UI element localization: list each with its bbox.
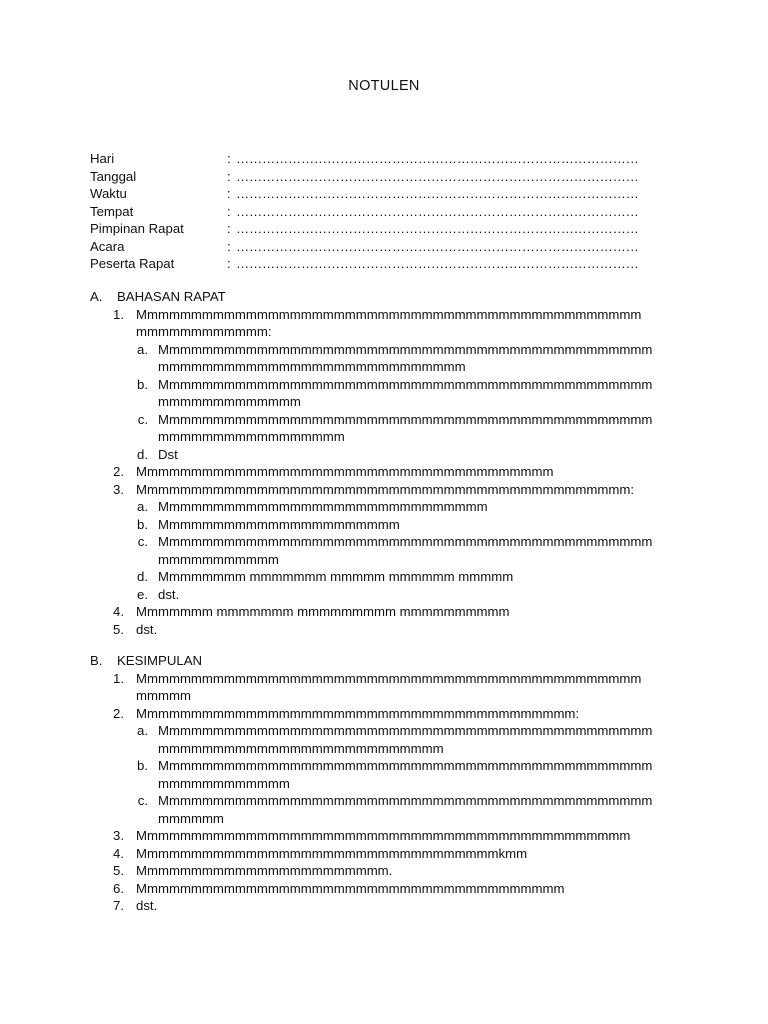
- section-heading-text: KESIMPULAN: [117, 653, 203, 668]
- list-subitem: [90, 516, 690, 534]
- list-item-text: Mmmmmmmmmmmmmmmmmmmmmmmmmmmmmmmmmmmmmmmmmmmmm mmmmmmmmmmm: [158, 534, 653, 567]
- field-label: Tanggal: [90, 168, 137, 184]
- list-subitem: [90, 498, 690, 516]
- document-title: NOTULEN: [348, 78, 420, 94]
- field-colon: :: [227, 151, 231, 166]
- list-marker: e.: [137, 586, 148, 602]
- field-tempat: [90, 203, 690, 221]
- list-item: [90, 897, 690, 915]
- list-item: [90, 603, 690, 621]
- field-label: Waktu: [90, 186, 127, 201]
- field-dotted-line: …………………………………………………………………………………: [236, 151, 639, 166]
- field-colon: :: [227, 186, 231, 201]
- list-marker: 7.: [113, 898, 124, 913]
- list-item: [90, 481, 690, 499]
- field-label: Tempat: [90, 203, 134, 219]
- field-colon: :: [227, 256, 231, 271]
- list-marker: a.: [137, 499, 148, 514]
- list-marker: 4.: [113, 845, 124, 861]
- list-subitem: [90, 533, 690, 568]
- list-marker: 5.: [113, 863, 124, 878]
- list-item-text: Mmmmmmmmmmmmmmmmmmmmmm: [158, 516, 400, 532]
- list-marker: c.: [137, 411, 148, 427]
- list-item-text: Mmmmmmmmmmmmmmmmmmmmmmmmmmmmmmmmmmmmmmmmmmmmm: [136, 828, 631, 843]
- field-colon: :: [227, 168, 231, 184]
- list-item: [90, 862, 690, 880]
- list-item: [90, 621, 690, 639]
- field-peserta-rapat: [90, 255, 690, 273]
- list-item-text: Mmmmmmmmmmmmmmmmmmmmmmmmmmmmmm: [158, 499, 488, 514]
- list-marker: 2.: [113, 464, 124, 479]
- list-item-text: Mmmmmmmmmmmmmmmmmmmmmmmmmmmmmmmmmmmmmmmmmmmmm mmmmmmmmmmmm: [158, 758, 653, 791]
- list-subitem: [90, 757, 690, 792]
- list-item-text: Mmmmmmmmmmmmmmmmmmmmmmmmmmmmmmmmmmmmmmmmmmmmm mmmmmmmmmmmmmmmmmmmmmmmmmmmm: [158, 341, 653, 374]
- list-item-text: Mmmmmmmmmmmmmmmmmmmmmmmmmmmmmmmmmmmmmmmm:: [136, 705, 580, 721]
- list-item-text: Mmmmmmm mmmmmmm mmmmmmmmm mmmmmmmmmm: [136, 604, 510, 619]
- list-marker: b.: [137, 376, 148, 392]
- field-dotted-line: …………………………………………………………………………………: [236, 238, 639, 254]
- field-pimpinan-rapat: [90, 220, 690, 238]
- list-item-text: Mmmmmmmmmmmmmmmmmmmmmmmmmmmmmmmmmkmm: [136, 845, 528, 861]
- meeting-info-fields: [90, 150, 690, 273]
- field-dotted-line: …………………………………………………………………………………: [236, 186, 639, 201]
- list-item-text: Mmmmmmmmmmmmmmmmmmmmmmmmmmmmmmmmmmmmmmmmmmmmm mmmmmm: [158, 793, 653, 826]
- list-marker: d.: [137, 569, 148, 584]
- field-dotted-line: …………………………………………………………………………………: [236, 256, 639, 271]
- list-marker: a.: [137, 341, 148, 357]
- list-item: [90, 880, 690, 898]
- field-acara: [90, 238, 690, 256]
- list-item-text: Dst: [158, 446, 178, 462]
- section-letter: A.: [90, 289, 103, 304]
- list-marker: b.: [137, 758, 148, 773]
- list-subitem: [90, 446, 690, 464]
- field-dotted-line: …………………………………………………………………………………: [236, 203, 639, 219]
- list-item: [90, 845, 690, 863]
- section-letter: B.: [90, 653, 103, 668]
- list-subitem: [90, 376, 690, 411]
- list-marker: d.: [137, 446, 148, 462]
- list-item-text: Mmmmmmmmmmmmmmmmmmmmmmmmmmmmmmmmmmmmmmm: [136, 880, 565, 896]
- list-marker: c.: [137, 534, 148, 549]
- section-heading: [90, 652, 690, 670]
- list-item-text: dst.: [158, 586, 180, 602]
- list-item: [90, 463, 690, 481]
- list-item-text: Mmmmmmmmmmmmmmmmmmmmmmm.: [136, 863, 393, 878]
- list-marker: 3.: [113, 481, 124, 497]
- list-subitem: [90, 722, 690, 757]
- section-heading-text: BAHASAN RAPAT: [117, 289, 226, 304]
- list-marker: c.: [137, 793, 148, 808]
- list-subitem: [90, 411, 690, 446]
- section-bahasan-rapat: [90, 288, 690, 638]
- field-label: Peserta Rapat: [90, 256, 175, 271]
- field-dotted-line: …………………………………………………………………………………: [236, 168, 639, 184]
- field-label: Hari: [90, 151, 115, 166]
- list-item: [90, 306, 690, 341]
- list-item-text: Mmmmmmmmmmmmmmmmmmmmmmmmmmmmmmmmmmmmmmmmmmmmmm mmmmmmmmmmmm:: [136, 306, 642, 339]
- list-item-text: Mmmmmmmmmmmmmmmmmmmmmmmmmmmmmmmmmmmmmmmmmmmmmm mmmmm: [136, 670, 642, 703]
- list-item-text: Mmmmmmmmmmmmmmmmmmmmmmmmmmmmmmmmmmmmmmmmmmmmm:: [136, 481, 635, 497]
- list-item-text: dst.: [136, 898, 158, 913]
- list-marker: 4.: [113, 604, 124, 619]
- field-dotted-line: …………………………………………………………………………………: [236, 221, 639, 236]
- list-item: [90, 670, 690, 705]
- list-subitem: [90, 586, 690, 604]
- field-tanggal: [90, 168, 690, 186]
- list-marker: 3.: [113, 828, 124, 843]
- field-colon: :: [227, 203, 231, 219]
- list-item-text: Mmmmmmmmmmmmmmmmmmmmmmmmmmmmmmmmmmmmmm: [136, 464, 554, 479]
- list-marker: 6.: [113, 880, 124, 896]
- list-item-text: Mmmmmmmmmmmmmmmmmmmmmmmmmmmmmmmmmmmmmmmmmmmmm mmmmmmmmmmmmm: [158, 376, 653, 409]
- field-waktu: [90, 185, 690, 203]
- list-marker: 1.: [113, 306, 124, 322]
- list-subitem: [90, 341, 690, 376]
- section-kesimpulan: [90, 652, 690, 915]
- list-marker: b.: [137, 516, 148, 532]
- field-colon: :: [227, 238, 231, 254]
- list-marker: 5.: [113, 621, 124, 637]
- field-hari: [90, 150, 690, 168]
- list-marker: a.: [137, 723, 148, 738]
- field-label: Pimpinan Rapat: [90, 221, 184, 236]
- list-item-text: dst.: [136, 621, 158, 637]
- section-heading: [90, 288, 690, 306]
- list-item-text: Mmmmmmmmmmmmmmmmmmmmmmmmmmmmmmmmmmmmmmmmmmmmm mmmmmmmmmmmmmmmmm: [158, 411, 653, 444]
- list-item: [90, 827, 690, 845]
- list-item: [90, 705, 690, 723]
- list-subitem: [90, 792, 690, 827]
- list-item-text: Mmmmmmmm mmmmmmm mmmmm mmmmmm mmmmm: [158, 569, 514, 584]
- list-marker: 1.: [113, 670, 124, 686]
- field-label: Acara: [90, 238, 125, 254]
- list-subitem: [90, 568, 690, 586]
- list-marker: 2.: [113, 705, 124, 721]
- field-colon: :: [227, 221, 231, 236]
- list-item-text: Mmmmmmmmmmmmmmmmmmmmmmmmmmmmmmmmmmmmmmmmmmmmm mmmmmmmmmmmmmmmmmmmmmmmmmm: [158, 723, 653, 756]
